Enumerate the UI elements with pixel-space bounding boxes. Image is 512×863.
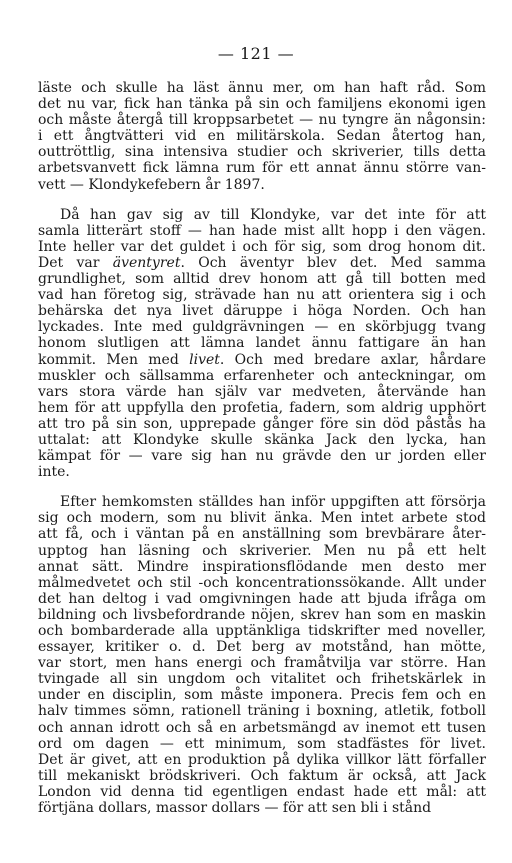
- text-line: annat sätt. Mindre inspirationsflödande men desto mer: [38, 558, 486, 575]
- text-segment: Det var: [38, 254, 113, 271]
- text-line: tvingade all sin ungdom och vitalitet och frihetskärlek in: [38, 671, 486, 688]
- text-line: honom slutligen att lämna landet ännu fattigare än han: [38, 335, 486, 352]
- page-number: — 121 —: [217, 44, 295, 63]
- text-line: grundlighet, som alltid drev honom att gå till botten med: [38, 271, 486, 288]
- text-line: det han deltog i vad omgivningen hade att bjuda ifråga om: [38, 590, 486, 607]
- paragraph-gap: [38, 193, 486, 207]
- text-line: under en disciplin, som måste imponera. Precis fem och en: [38, 687, 486, 704]
- text-line: och måste återgå till kroppsarbetet — nu tyngre än någonsin:: [38, 112, 486, 129]
- text-line: inte.: [38, 464, 70, 481]
- text-line: det nu var, fick han tänka på sin och familjens ekonomi igen: [38, 96, 486, 113]
- text-line: uttalat: att Klondyke skulle skänka Jack den lycka, han: [38, 431, 486, 448]
- text-line: att tro på sin son, upprepade gånger före sin död påstås ha: [38, 415, 486, 432]
- text-line: muskler och sällsamma erfarenheter och anteckningar, om: [38, 367, 486, 384]
- emphasized-word: livet: [189, 351, 220, 368]
- text-segment: . Och äventyr blev det. Med samma: [180, 254, 486, 271]
- text-line: bildning och livsbefordrande nöjen, skrev han som en maskin: [38, 606, 486, 623]
- text-line: till mekaniskt brödskriveri. Och faktum är också, att Jack: [38, 767, 486, 784]
- text-line: lyckades. Inte med guldgrävningen — en skörbjugg tvang: [38, 319, 486, 336]
- text-line: vad han företog sig, strävade han nu att orientera sig i och: [38, 287, 486, 304]
- text-line: [38, 255, 486, 271]
- body-text: [38, 80, 486, 816]
- text-line: målmedvetet och stil -och koncentrationssökande. Allt under: [38, 574, 486, 591]
- paragraph: [38, 80, 486, 193]
- paragraph: [38, 494, 486, 816]
- text-line: Det är givet, att en produktion på dylika villkor lätt förfaller: [38, 751, 486, 768]
- text-line: outtröttlig, sina intensiva studier och skriverier, tills detta: [38, 144, 486, 161]
- text-line: ord om dagen — ett minimum, som stadfästes för livet.: [38, 735, 486, 752]
- text-line: att få, och i väntan på en anställning som brevbärare åter-: [38, 526, 486, 543]
- paragraph-gap: [38, 480, 486, 494]
- paragraph: [38, 207, 486, 481]
- text-line: sig och modern, som nu blivit änka. Men intet arbete stod: [38, 510, 486, 527]
- text-line: och annan idrott och så en arbetsmängd av inemot ett tusen: [38, 719, 486, 736]
- text-line: i ett ångtvätteri vid en militärskola. Sedan återtog han,: [38, 128, 486, 145]
- text-line: var stort, men hans energi och framåtvilja var större. Han: [38, 655, 486, 672]
- text-line: vars stora värde han själv var medveten, återvände han: [38, 383, 486, 400]
- text-line: Då han gav sig av till Klondyke, var det inte för att: [60, 206, 486, 223]
- text-line: samla litterärt stoff — han hade mist allt hopp i den vägen.: [38, 222, 486, 239]
- text-segment: . Och med bredare axlar, hårdare: [219, 351, 487, 368]
- text-line: London vid denna tid egentligen endast hade ett mål: att: [38, 783, 486, 800]
- text-line: halv timmes sömn, rationell träning i boxning, atletik, fotboll: [38, 703, 486, 720]
- text-segment: kommit. Men med: [38, 351, 190, 368]
- text-line: [38, 352, 486, 368]
- text-line: förtjäna dollars, massor dollars — för att sen bli i stånd: [38, 800, 432, 817]
- text-line: kämpat för — vare sig han nu grävde den ur jorden eller: [38, 448, 486, 465]
- text-line: arbetsvanvett fick lämna rum för ett annat ännu större van-: [38, 160, 486, 177]
- text-line: behärska det nya livet däruppe i höga Norden. Och han: [38, 303, 486, 320]
- text-line: hem för att uppfylla den profetia, fadern, som aldrig upphört: [38, 399, 486, 416]
- text-line: Efter hemkomsten ställdes han inför uppgiften att försörja: [60, 494, 486, 511]
- text-line: och bombarderade alla upptänkliga tidskrifter med noveller,: [38, 623, 486, 639]
- text-line: Inte heller var det guldet i och för sig, som drog honom dit.: [38, 238, 486, 255]
- text-line: essayer, kritiker o. d. Det berg av motstånd, han mötte,: [38, 639, 486, 656]
- text-line: upptog han läsning och skriverier. Men nu på ett helt: [38, 542, 486, 559]
- text-line: läste och skulle ha läst ännu mer, om han haft råd. Som: [38, 80, 486, 96]
- emphasized-word: äventyret: [112, 254, 181, 271]
- text-line: vett — Klondykefebern år 1897.: [38, 176, 265, 193]
